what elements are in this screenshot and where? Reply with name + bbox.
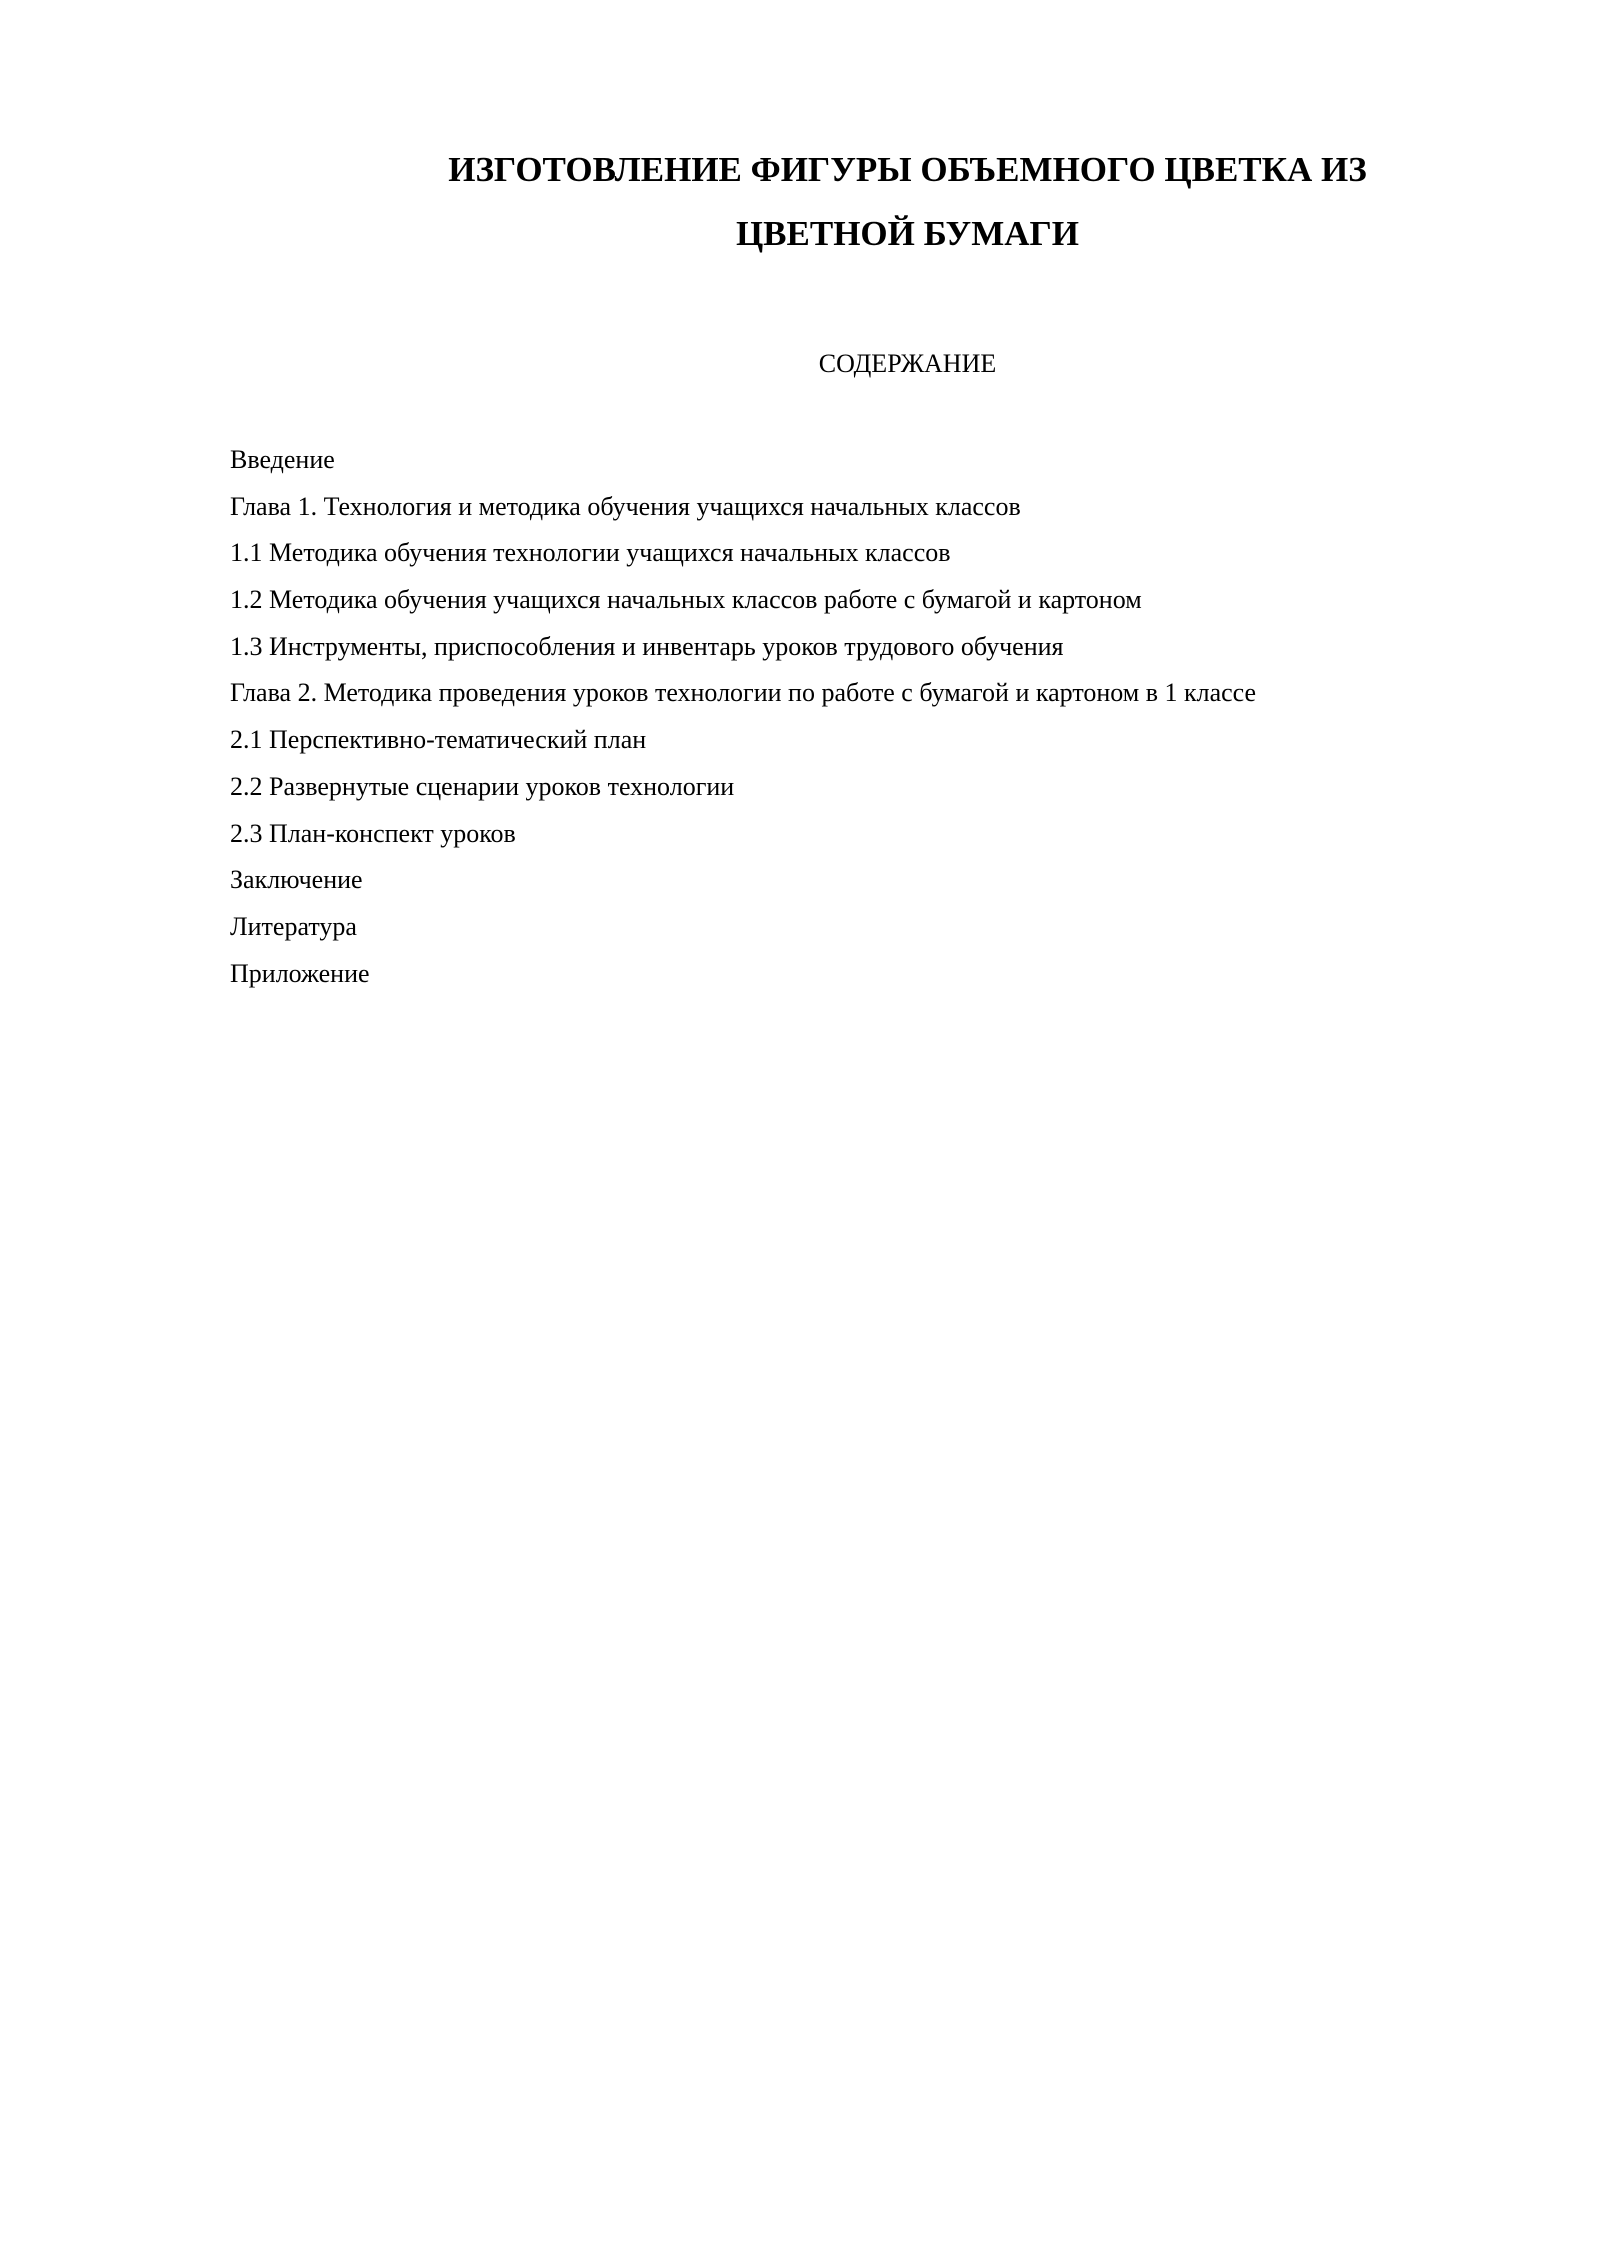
toc-item-section-1-3: 1.3 Инструменты, приспособления и инвентарь уроков трудового обучения (230, 631, 1064, 661)
toc-item-section-2-2: 2.2 Развернутые сценарии уроков технологии (230, 771, 735, 801)
table-of-contents (230, 437, 1500, 997)
toc-item-section-2-1: 2.1 Перспективно-тематический план (230, 725, 647, 755)
toc-item-introduction: Введение (230, 445, 335, 474)
toc-item-section-1-2: 1.2 Методика обучения учащихся начальных классов работе с бумагой и картоном (230, 585, 1142, 615)
document-title-line-2: ЦВЕТНОЙ БУМАГИ (735, 214, 1080, 253)
toc-item-literature: Литература (230, 911, 357, 941)
toc-item-conclusion: Заключение (230, 865, 363, 895)
toc-item-chapter-2: Глава 2. Методика проведения уроков технологии по работе с бумагой и картоном в 1 классе (230, 678, 1257, 708)
toc-item-appendix: Приложение (230, 958, 370, 988)
toc-item-section-1-1: 1.1 Методика обучения технологии учащихся начальных классов (230, 538, 951, 568)
document-title (230, 138, 1585, 266)
toc-item-chapter-1: Глава 1. Технология и методика обучения учащихся начальных классов (230, 491, 1021, 521)
toc-heading: СОДЕРЖАНИЕ (818, 349, 997, 378)
document-title-line-1: ИЗГОТОВЛЕНИЕ ФИГУРЫ ОБЪЕМНОГО ЦВЕТКА ИЗ (448, 150, 1367, 189)
toc-item-section-2-3: 2.3 План-конспект уроков (230, 818, 516, 848)
